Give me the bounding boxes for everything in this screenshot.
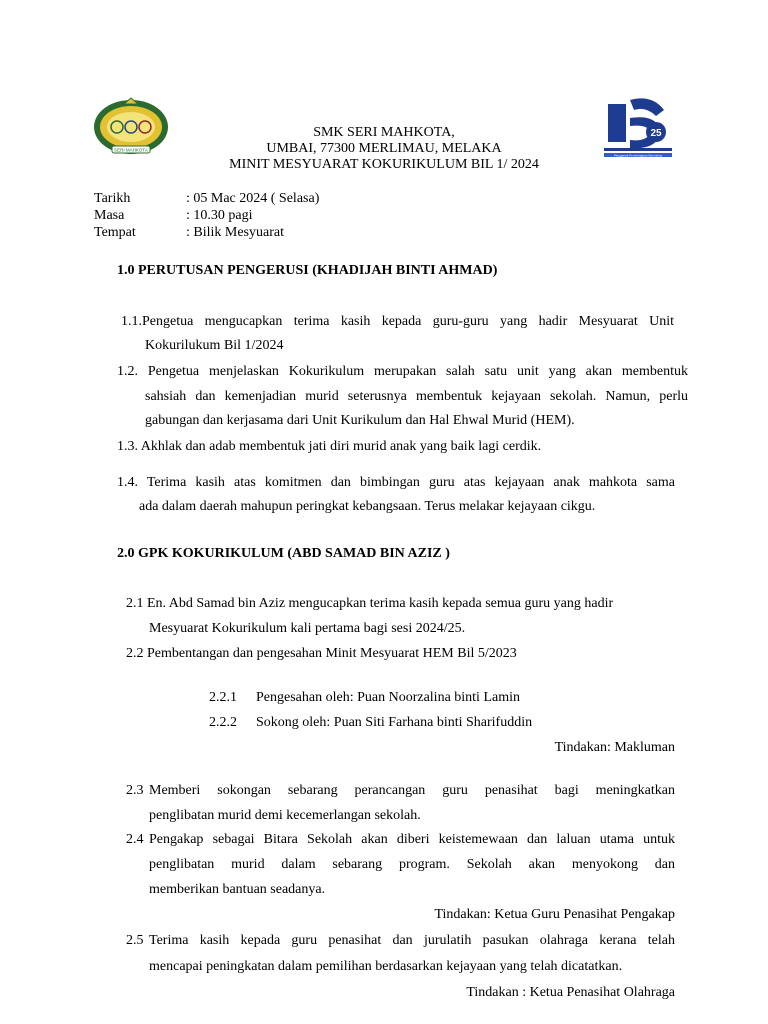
item-1-2-line3: gabungan dan kerjasama dari Unit Kurikulum dan Hal Ehwal Murid (HEM).: [145, 413, 575, 428]
item-1-3: 1.3. Akhlak dan adab membentuk jati diri murid anak yang baik lagi cerdik.: [117, 439, 542, 454]
item-2-5-number: 2.5: [126, 933, 144, 948]
item-1-1-line2: Kokurilukum Bil 1/2024: [145, 338, 284, 353]
item-2-3-number: 2.3: [126, 783, 144, 798]
tarikh-label: Tarikh: [94, 191, 131, 206]
item-2-5-line1: Terima kasih kepada guru penasihat dan jurulatih pasukan olahraga kerana telah: [149, 933, 675, 948]
masa-label: Masa: [94, 208, 125, 223]
item-2-5-line2: mencapai peningkatan dalam pemilihan berdasarkan kejayaan yang telah dicatatkan.: [149, 959, 623, 974]
tarikh-value: : 05 Mac 2024 ( Selasa): [186, 191, 320, 206]
tempat-value: : Bilik Mesyuarat: [186, 225, 284, 240]
item-2-4-line3: memberikan bantuan seadanya.: [149, 882, 326, 897]
item-1-4-line2: ada dalam daerah mahupun peringkat kebangsaan. Terus melakar kejayaan cikgu.: [139, 499, 596, 514]
item-1-4-line1: 1.4. Terima kasih atas komitmen dan bimbingan guru atas kejayaan anak mahkota sama: [117, 475, 675, 490]
ts-tagline-text: Penggerak Pembelajaran Bermakna: [613, 153, 663, 158]
ts-number-text: 25: [650, 128, 662, 139]
item-2-4-line2: penglibatan murid dalam sebarang program. Sekolah akan menyokong dan: [149, 857, 675, 872]
item-2-2-1-text: Pengesahan oleh: Puan Noorzalina binti Lamin: [256, 690, 520, 705]
item-2-1-line1: 2.1 En. Abd Samad bin Aziz mengucapkan terima kasih kepada semua guru yang hadir: [126, 596, 614, 611]
tindakan-pengakap: Tindakan: Ketua Guru Penasihat Pengakap: [434, 907, 675, 922]
item-2-1-line2: Mesyuarat Kokurikulum kali pertama bagi sesi 2024/25.: [149, 621, 466, 636]
crest-motto-text: SERI MAHKOTA: [114, 147, 148, 153]
item-2-4-number: 2.4: [126, 832, 144, 847]
item-2-3-line1: Memberi sokongan sebarang perancangan guru penasihat bagi meningkatkan: [149, 783, 675, 798]
section2-heading: 2.0 GPK KOKURIKULUM (ABD SAMAD BIN AZIZ ): [117, 546, 450, 561]
tindakan-olahraga: Tindakan : Ketua Penasihat Olahraga: [466, 985, 675, 1000]
item-2-4-line1: Pengakap sebagai Bitara Sekolah akan diberi keistemewaan dan laluan utama untuk: [149, 832, 675, 847]
item-2-2-2-text: Sokong oleh: Puan Siti Farhana binti Sharifuddin: [256, 715, 533, 730]
item-2-2-1-number: 2.2.1: [209, 690, 237, 705]
item-1-1-line1: 1.1.Pengetua mengucapkan terima kasih kepada guru-guru yang hadir Mesyuarat Unit: [121, 314, 674, 329]
school-name: SMK SERI MAHKOTA,: [313, 125, 455, 140]
tempat-label: Tempat: [94, 225, 136, 240]
item-1-2-line1: 1.2. Pengetua menjelaskan Kokurikulum merupakan salah satu unit yang akan membentuk: [117, 364, 688, 379]
item-1-2-line2: sahsiah dan kemenjadian murid seterusnya membentuk kejayaan sekolah. Namun, perlu: [145, 389, 688, 404]
school-address: UMBAI, 77300 MERLIMAU, MELAKA: [266, 141, 502, 156]
item-2-3-line2: penglibatan murid demi kecemerlangan sekolah.: [149, 808, 421, 823]
section1-heading: 1.0 PERUTUSAN PENGERUSI (KHADIJAH BINTI AHMAD): [117, 263, 498, 278]
masa-value: : 10.30 pagi: [186, 208, 253, 223]
tindakan-makluman: Tindakan: Makluman: [554, 740, 675, 755]
document-title: MINIT MESYUARAT KOKURIKULUM BIL 1/ 2024: [229, 157, 539, 172]
item-2-2: 2.2 Pembentangan dan pengesahan Minit Mesyuarat HEM Bil 5/2023: [126, 646, 517, 661]
item-2-2-2-number: 2.2.2: [209, 715, 237, 730]
